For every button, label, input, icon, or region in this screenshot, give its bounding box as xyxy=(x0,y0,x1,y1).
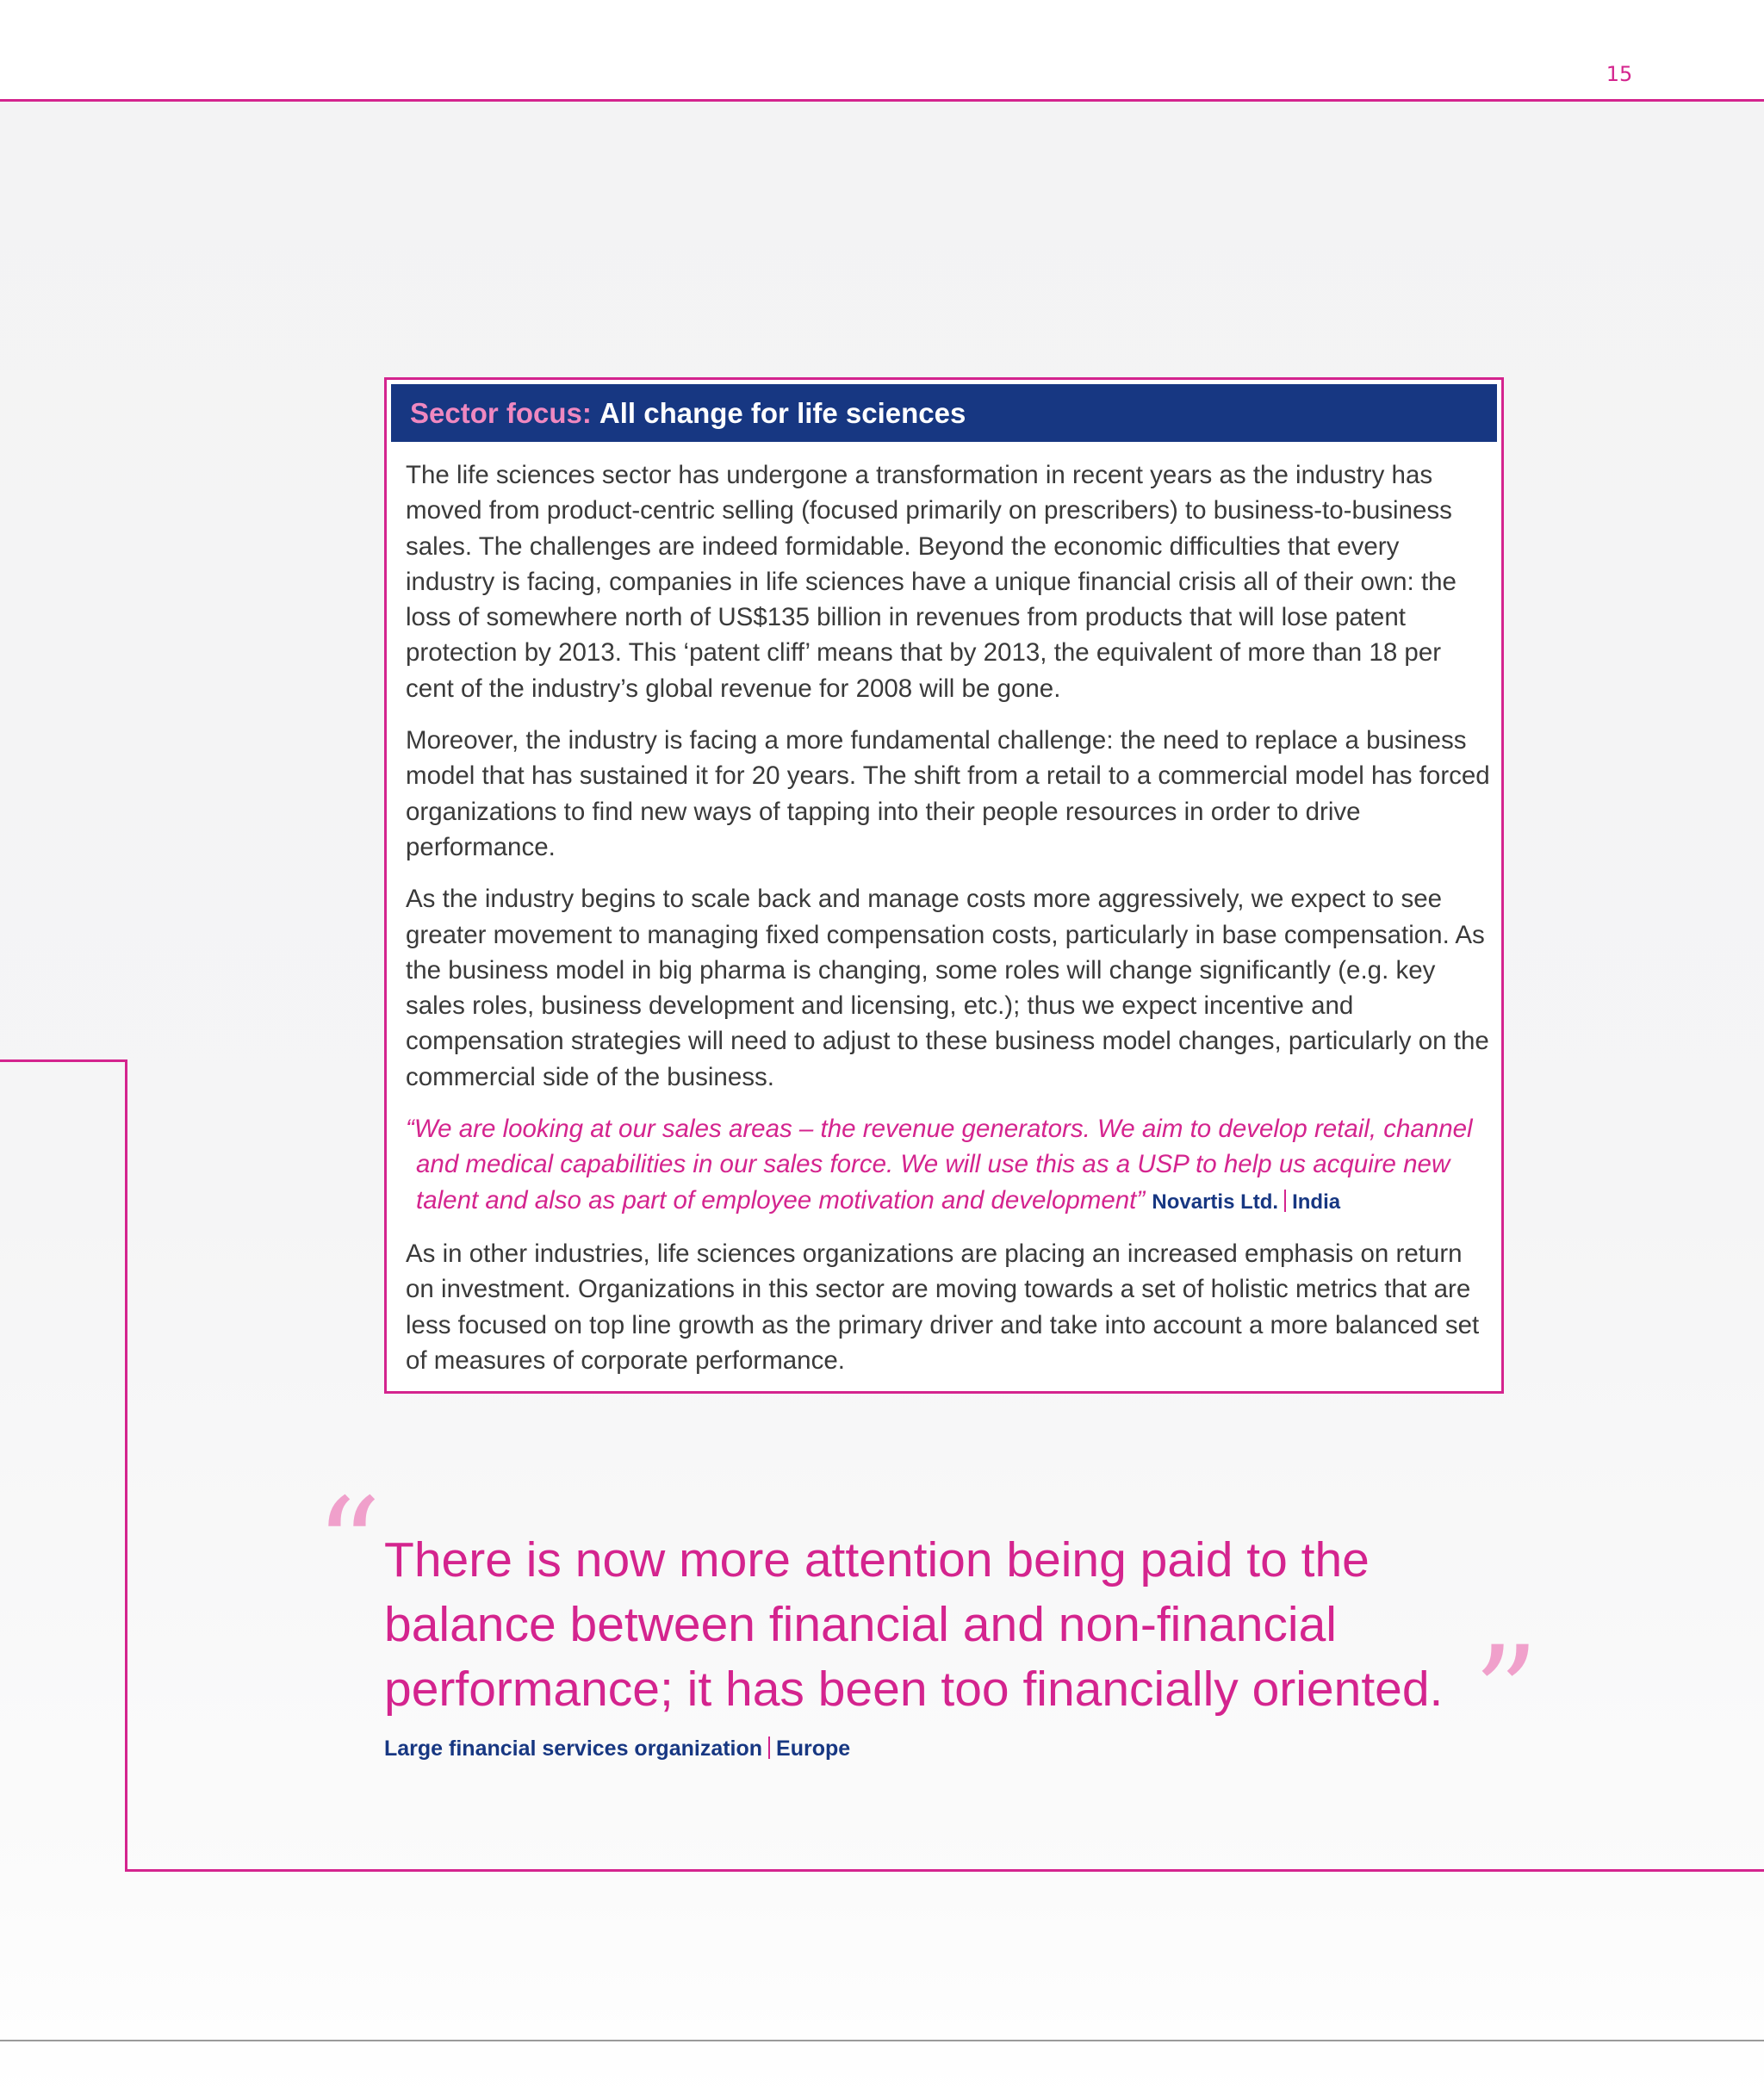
pull-quote-separator xyxy=(768,1737,770,1759)
inline-quote-source-org: Novartis Ltd. xyxy=(1152,1190,1279,1214)
page-number: 15 xyxy=(1606,62,1633,86)
inline-quote xyxy=(406,1111,1493,1220)
pull-quote-source-region: Europe xyxy=(776,1737,851,1761)
body-paragraph-3: As the industry begins to scale back and manage costs more aggressively, we expect to see greater movement to managing fixed compensation costs, particularly in base compensation. As the business model in big pharma is changing, some roles will change significantly (e.g. key sales roles, business development and licensing, etc.); thus we expect incentive and compensation strategies will need to adjust to these business model changes, particularly on the commercial side of the business. xyxy=(406,885,1489,1091)
top-divider xyxy=(0,99,1764,102)
pull-quote-source xyxy=(384,1737,850,1761)
sector-focus-body xyxy=(406,457,1493,1395)
pull-quote-source-org: Large financial services organization xyxy=(384,1737,763,1761)
sector-focus-title: All change for life sciences xyxy=(599,396,966,429)
body-paragraph-1: The life sciences sector has undergone a transformation in recent years as the industry has moved from product-centric selling (focused primarily on prescribers) to business-to-business sales. The challenges are indeed formidable. Beyond the economic difficulties that every industry is facing, companies in life sciences have a unique financial crisis all of their own: the loss of somewhere north of US$135 billion in revenues from products that will lose patent protection by 2013. This ‘patent cliff’ means that by 2013, the equivalent of more than 18 per cent of the industry’s global revenue for 2008 will be gone. xyxy=(406,461,1457,703)
frame-left-line xyxy=(125,1059,127,1872)
pull-quote-text: There is now more attention being paid to the balance between financial and non-financial performance; it has been too financially oriented. xyxy=(384,1532,1444,1717)
inline-quote-separator xyxy=(1284,1190,1286,1212)
bottom-divider xyxy=(0,2040,1764,2041)
body-paragraph-2: Moreover, the industry is facing a more fundamental challenge: the need to replace a business model that has sustained it for 20 years. The shift from a retail to a commercial model has forced organizations to find new ways of tapping into their people resources in order to drive performance. xyxy=(406,726,1490,861)
inline-quote-text: “We are looking at our sales areas – the revenue generators. We aim to develop retail, channel and medical capabilities in our sales force. We will use this as a USP to help us acquire new talent and also as part of employee motivation and development” xyxy=(406,1115,1473,1215)
body-paragraph-closing: As in other industries, life sciences organizations are placing an increased emphasis on return on investment. Organizations in this sector are moving towards a set of holistic metrics that are less focused on top line growth as the primary driver and take into account a more balanced set of measures of corporate performance. xyxy=(406,1239,1480,1375)
frame-bottom-line xyxy=(125,1869,1764,1872)
sector-focus-box xyxy=(384,377,1504,1394)
sector-focus-header xyxy=(391,384,1497,442)
inline-quote-source-region: India xyxy=(1292,1190,1341,1214)
open-quote-mark-icon: “ xyxy=(315,1471,382,1621)
frame-top-line xyxy=(0,1059,127,1062)
sector-focus-label: Sector focus: xyxy=(410,396,592,429)
close-quote-mark-icon: ” xyxy=(1473,1619,1539,1769)
